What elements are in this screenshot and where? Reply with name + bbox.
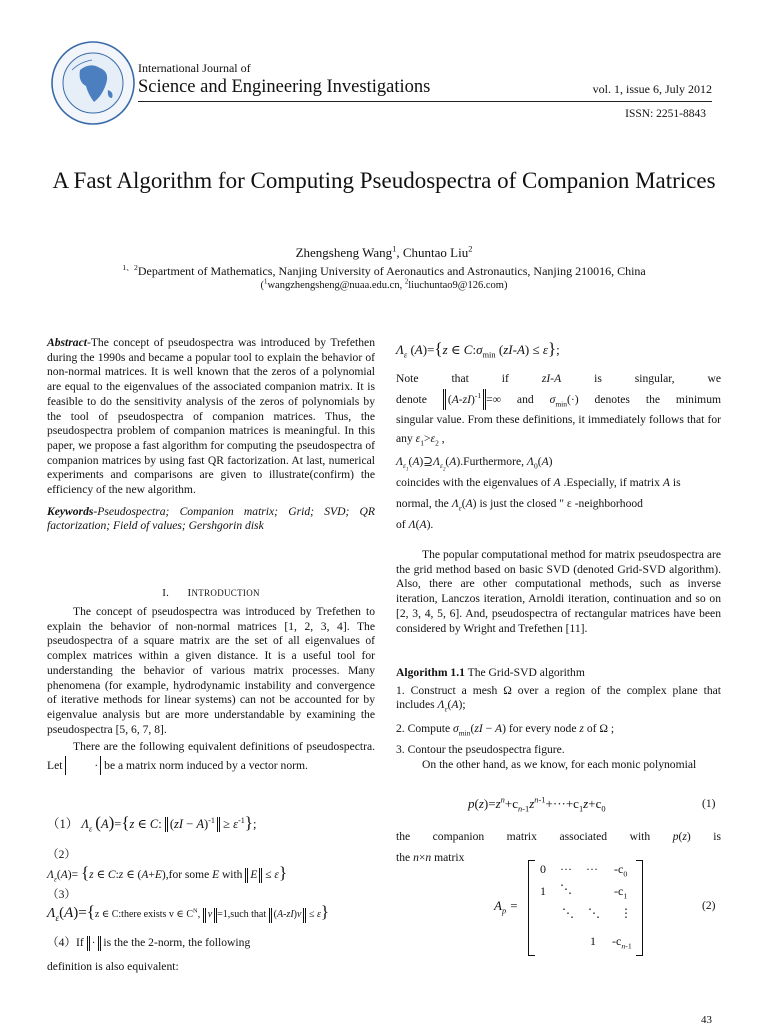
matrix-cell: ⋮ <box>620 906 632 920</box>
matrix-cell: ⋱ <box>588 906 600 920</box>
definition-3-label: （3） <box>47 888 76 901</box>
def-4-text: is the the 2-norm, the following <box>103 936 251 949</box>
matrix-cell: 0 <box>540 862 546 876</box>
definition-4-formula: $\Lambda_\varepsilon$ (A)={z ∈ $C:\sigma_{min}$ (zI-A) ≤ ε}; <box>396 339 560 360</box>
email-2[interactable]: liuchuntao9@126.com <box>408 280 504 291</box>
authors <box>0 245 768 261</box>
def-4-label: （4）If <box>47 936 84 949</box>
matrix-cell: 1 <box>590 934 596 948</box>
alg-step-1a: 1. Construct a mesh <box>396 683 498 697</box>
author-2: Chuntao Liu <box>402 245 469 260</box>
equation-1-number: (1) <box>702 798 716 810</box>
closed-text: is just the closed " ε -neighborhood <box>479 497 643 510</box>
section-title-first: I <box>187 587 192 599</box>
section-heading <box>47 586 375 601</box>
intro-p2-start: There are the following equivalent definitions of pseudospectra. Let <box>47 740 375 773</box>
of-word: of <box>396 518 406 531</box>
definition-4-end: definition is also equivalent: <box>47 960 179 973</box>
note-e: denotes the minimum <box>594 393 722 406</box>
algorithm-title: The Grid-SVD algorithm <box>467 666 585 679</box>
matrix-cell: ··· <box>560 862 572 876</box>
companion-matrix <box>490 860 720 956</box>
normal-text: normal, the <box>396 497 449 510</box>
matrix-cell: ⋱ <box>562 906 574 920</box>
companion-c: the <box>396 851 411 864</box>
popular-paragraph <box>396 548 721 636</box>
note-c: denote <box>396 393 427 406</box>
matrix-cell: $-c_{n-1}$ <box>612 934 632 951</box>
intro-paragraph-1: The concept of pseudospectra was introduced by Trefethen to explain the behavior of non-normal matrices [1, 2, 3, 4]. The pseudospectra of a square matrix are the set of all eigenvalues of complex matrices within a given distance. It is a useful tool for understanding the behavior of various matrix processes. Many phenomena (for example, hydrodynamic instability and convergence of iterative methods for linear systems) can not be accounted for by eigenvalue analysis but are more understandable by examining the pseudospectra [5, 6, 7, 8]. <box>47 605 375 736</box>
page-number: 43 <box>701 1014 712 1026</box>
keywords-label: Keywords <box>47 504 94 518</box>
definition-1: （1） $\Lambda_\varepsilon$ (A)={z ∈ C: $(zI - A)^{-1} \ge \varepsilon^{-1}$}; <box>47 813 257 834</box>
matrix-cell: $-c_1$ <box>614 884 628 901</box>
def-3-tail: =1,such that <box>217 909 267 920</box>
introduction <box>47 605 375 775</box>
keywords-text: -Pseudospectra; Companion matrix; Grid; SVD; QR factorization; Field of values; Gershgorin disk <box>47 504 375 533</box>
affiliation-text: Department of Mathematics, Nanjing University of Aeronautics and Astronautics, Nanjing 210016, China <box>137 264 646 278</box>
volume-info: vol. 1, issue 6, July 2012 <box>592 82 712 96</box>
author-1-sup: 1 <box>392 243 397 254</box>
alg-step-1b: over a region of the complex plane that includes <box>396 683 722 712</box>
def-1-label: （1） <box>47 817 79 831</box>
matrix-right-bracket <box>636 860 643 956</box>
affiliation-sup: 1、2 <box>122 263 138 272</box>
especially: .Especially, if matrix <box>563 476 660 489</box>
note-a: Note that if <box>396 372 509 385</box>
companion-a: the companion matrix associated with <box>396 830 651 843</box>
alg-step-2b: for every node <box>508 722 577 736</box>
emails: ($^1$wangzhengsheng@nuaa.edu.cn, $^2$liuchuntao9@126.com) <box>260 278 508 291</box>
definition-4: （4）If · is the the 2-norm, the following <box>47 936 251 949</box>
matrix-left-bracket <box>528 860 535 956</box>
abstract-text: -The concept of pseudospectra was introduced by Trefethen during the 1990s and became a popular tool to explain the behavior of non-normal matrices. It is well known that the zeros of a polynomial are equal to the eigenvalues of the associated companion matrix. It is feasible to do the sensitivity analysis of the zeros of polynomials by the tool of pseudospectra of companion matrices. Thus, the pseudospectra problem of companion matrices is meaningful. In this paper, we propose a fast algorithm for computing the pseudospectra of companion matrices by using fast QR factorization. At last, numerical experiments and comparisons are given to illustrate(confirm) the efficiency of the new algorithm. <box>47 336 375 497</box>
paper-title: A Fast Algorithm for Computing Pseudospectra of Companion Matrices <box>52 168 716 193</box>
matrix-cell: 1 <box>540 884 546 898</box>
def-2-with: with <box>221 869 243 881</box>
abstract <box>47 336 375 534</box>
definition-3: $\Lambda_\varepsilon(A)=\{z$ ∈ C:there exists v ∈ $C^N$, v =1,such that (A-zI)v ≤ ε} <box>47 902 330 923</box>
matrix-label: $A_p$ = <box>494 898 519 916</box>
email-1[interactable]: wangzhengsheng@nuaa.edu.cn <box>267 280 400 291</box>
companion-b: is <box>713 830 721 843</box>
definition-2: $\Lambda_\varepsilon(A)= \{z$ ∈ C:z ∈ (A+E),for some E with E ≤ ε} <box>47 863 288 884</box>
email-2-sup: 2 <box>404 278 409 286</box>
author-1: Zhengsheng Wang <box>295 245 393 260</box>
coincides: coincides with the eigenvalues of <box>396 476 551 489</box>
matrix-cell: ⋱ <box>560 882 572 896</box>
other-hand-text: On the other hand, as we know, for each monic polynomial <box>422 757 697 771</box>
affiliation <box>0 264 768 279</box>
section-title-rest: NTRODUCTION <box>191 588 260 598</box>
journal-logo <box>50 40 136 126</box>
note-b: is singular, we <box>594 372 721 385</box>
alg-step-2c: of <box>586 722 597 736</box>
matrix-cell: ··· <box>586 862 598 876</box>
header-rule <box>138 101 712 102</box>
companion-d: matrix <box>434 851 465 864</box>
algorithm-1-1: Algorithm 1.1 The Grid-SVD algorithm 1. Construct a mesh Ω over a region of the complex plane that includes $\Lambda_\varepsilon(A)$; 2. Compute $\sigma_{min}(zI - A)$ for every node z of Ω ; 3. Contour the pseudospectra figure. On the other hand, as we know, for each monic polynomial <box>396 666 722 771</box>
matrix-cell: $-c_0$ <box>614 862 628 879</box>
definition-2-label: （2） <box>47 848 76 861</box>
popular-text: The popular computational method for matrix pseudospectra are the grid method based on basic SVD (denoted Grid-SVD algorithm). Also, there are other computational methods, such as inverse iteration, Lanczos iteration, Arnoldi iteration, continuation and so on [2, 3, 4, 5, 6]. And, pseudospectra of rectangular matrices have been considered by Wright and Trefethen [11]. <box>396 548 721 635</box>
section-number: I. <box>162 587 170 599</box>
def-3-text: z ∈ C:there exists v ∈ C <box>94 909 193 920</box>
equation-2-number: (2) <box>702 900 716 912</box>
email-1-sup: 1 <box>264 278 268 286</box>
note-paragraph: Note that if zI-A is singular, we denote $(A-zI)^{-1}$ =∞ and $\sigma_{min}(\cdot)$ denotes the minimum singular value. From these definitions, it immediately follows that for any $\varepsilon_1>\varepsilon_2$ , $\Lambda_{\varepsilon_1}(A)⊇\Lambda_{\varepsilon_2}(A).Furthermore$, $\Lambda_0(A)$ coincides with the eigenvalues of A .Especially, if matrix A is normal, the $\Lambda_\varepsilon(A)$ is just the closed " ε -neighborhood of Λ(A). <box>396 372 722 531</box>
def-2-tail: ,for some <box>165 869 210 881</box>
note-d: and <box>516 393 534 406</box>
intro-p2-end: be a matrix norm induced by a vector norm. <box>104 759 308 773</box>
alg-step-3: 3. Contour the pseudospectra figure. <box>396 742 565 756</box>
is-word: is <box>672 476 681 489</box>
norm-symbol: · <box>65 756 101 775</box>
journal-name: Science and Engineering Investigations <box>138 77 431 97</box>
issn: ISSN: 2251-8843 <box>625 108 706 120</box>
furthermore: .Furthermore, <box>460 455 525 468</box>
author-sep: , <box>396 245 403 260</box>
journal-small-title: International Journal of <box>138 61 251 75</box>
companion-text: the companion matrix associated with p(z) is the n×n matrix <box>396 830 721 864</box>
algorithm-label: Algorithm 1.1 <box>396 666 465 679</box>
note-f: singular value. From these definitions, it immediately follows that for any <box>396 413 721 445</box>
abstract-label: Abstract <box>47 336 87 349</box>
intro-paragraph-2 <box>47 737 375 775</box>
author-2-sup: 2 <box>468 243 473 254</box>
alg-step-2a: 2. Compute <box>396 722 451 736</box>
